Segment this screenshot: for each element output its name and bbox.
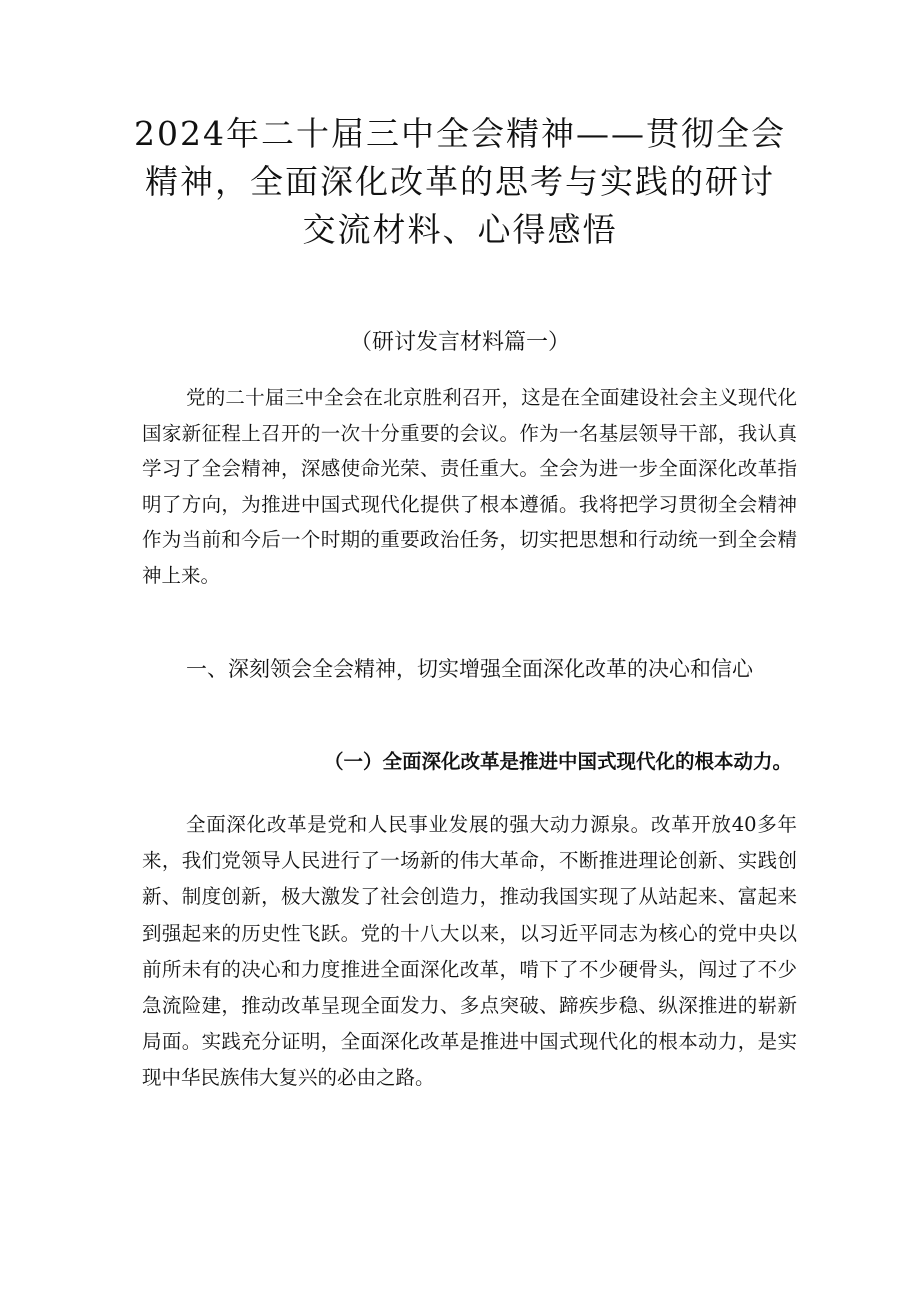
title-line-1: 2024年二十届三中全会精神——贯彻全会 xyxy=(134,114,786,153)
section-heading: 一、深刻领会全会精神，切实增强全面深化改革的决心和信心 xyxy=(186,657,753,681)
subsection-heading: （一）全面深化改革是推进中国式现代化的根本动力。 xyxy=(323,750,792,773)
intro-paragraph: 党的二十届三中全会在北京胜利召开，这是在全面建设社会主义现代化国家新征程上召开的一次十分重要的会议。作为一名基层领导干部，我认真学习了全会精神，深感使命光荣、责任重大。全会为进一步全面深化改革指明了方向，为推进中国式现代化提供了根本遵循。我将把学习贯彻全会精神作为当前和今后一个时期的重要政治任务，切实把思想和行动统一到全会精神上来。 xyxy=(142,386,797,587)
document-title xyxy=(110,110,810,254)
title-line-2: 精神，全面深化改革的思考与实践的研讨 xyxy=(145,162,775,201)
title-line-3: 交流材料、心得感悟 xyxy=(302,210,618,249)
document-subtitle: （研讨发言材料篇一） xyxy=(349,330,570,355)
body-paragraph: 全面深化改革是党和人民事业发展的强大动力源泉。改革开放40多年来，我们党领导人民进行了一场新的伟大革命，不断推进理论创新、实践创新、制度创新，极大激发了社会创造力，推动我国实现了从站起来、富起来到强起来的历史性飞跃。党的十八大以来，以习近平同志为核心的党中央以前所未有的决心和力度推进全面深化改革，啃下了不少硬骨头，闯过了不少急流险建，推动改革呈现全面发力、多点突破、蹄疾步稳、纵深推进的崭新局面。实践充分证明，全面深化改革是推进中国式现代化的根本动力，是实现中华民族伟大复兴的必由之路。 xyxy=(142,813,797,1090)
